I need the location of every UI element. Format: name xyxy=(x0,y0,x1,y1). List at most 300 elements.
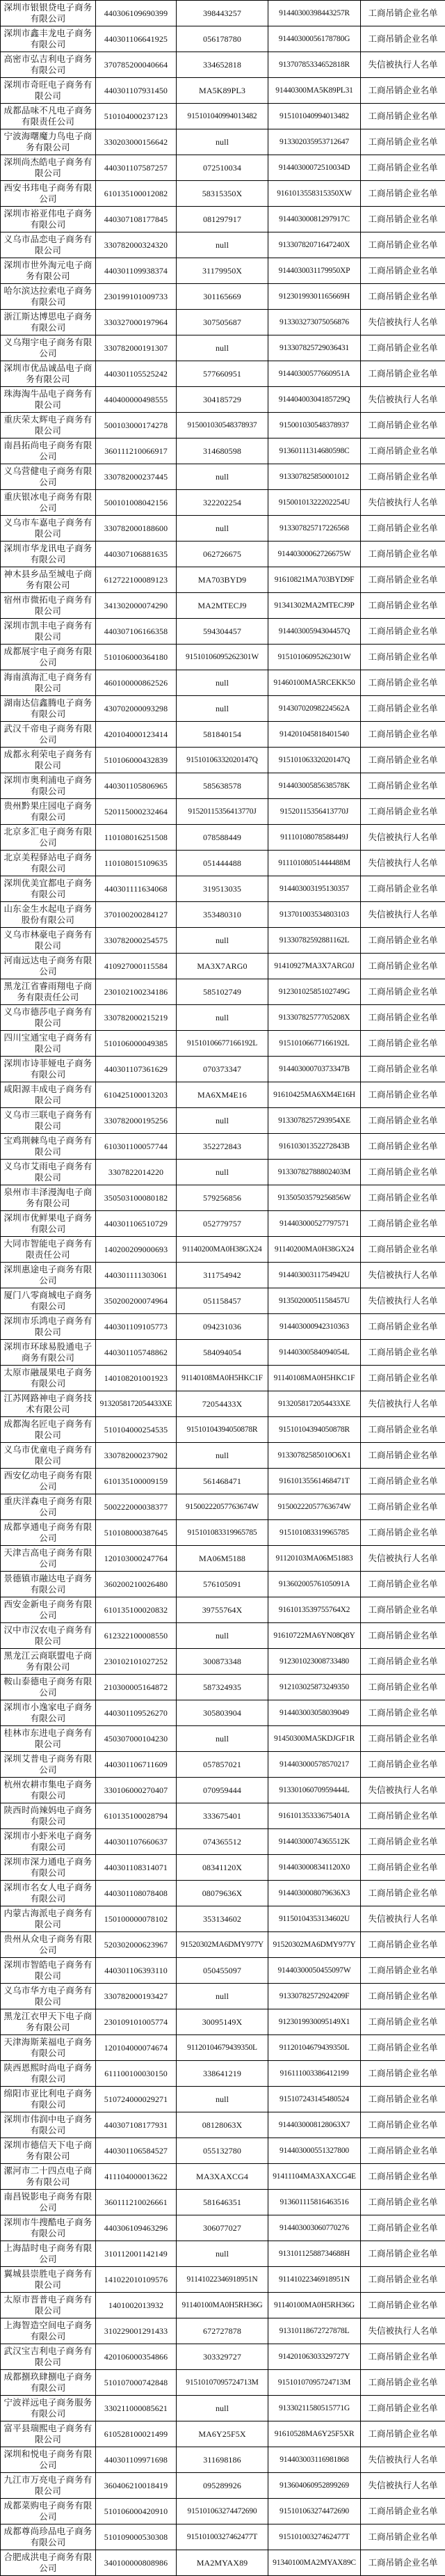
company-name-cell: 成都淘名匠电子商务有限公司 xyxy=(1,1417,96,1443)
registration-number-cell: 610301100057744 xyxy=(96,1134,177,1160)
table-row xyxy=(1,1391,445,1417)
credit-code-cell: 912103025873249350 xyxy=(268,1675,361,1700)
list-type-cell: 工商吊销企业名单 xyxy=(361,593,445,619)
credit-code-cell: 91330782572924209F xyxy=(268,1984,361,2009)
table-row xyxy=(1,2164,445,2190)
registration-number-cell: 430702000093298 xyxy=(96,696,177,722)
credit-code-cell: 9161013558315350XW xyxy=(268,181,361,207)
company-name-cell: 上海智造空间电子商务有限公司 xyxy=(1,2318,96,2344)
list-type-cell: 失信被执行人名单 xyxy=(361,1778,445,1803)
table-row xyxy=(1,1572,445,1597)
list-type-cell: 失信被执行人名单 xyxy=(361,1263,445,1288)
organization-code-cell: MA6XM4E16 xyxy=(177,1082,268,1108)
credit-code-cell: 91510106095262301W xyxy=(268,645,361,670)
table-row xyxy=(1,1237,445,1263)
organization-code-cell: 307505687 xyxy=(177,310,268,335)
credit-code-cell: 91440400304185729Q xyxy=(268,387,361,413)
registration-number-cell: 330782000215219 xyxy=(96,1005,177,1031)
organization-code-cell: 311698186 xyxy=(177,2447,268,2473)
list-type-cell: 工商吊销企业名单 xyxy=(361,2138,445,2164)
registration-number-cell: 340100000808986 xyxy=(96,2550,177,2576)
registration-number-cell: 440307106166358 xyxy=(96,619,177,645)
credit-code-cell: 91140100MA0H5RH36G xyxy=(268,2293,361,2318)
list-type-cell: 工商吊销企业名单 xyxy=(361,1855,445,1881)
table-row xyxy=(1,1520,445,1546)
credit-code-cell: 91610135561468471T xyxy=(268,1469,361,1494)
list-type-cell: 工商吊销企业名单 xyxy=(361,1726,445,1752)
table-row xyxy=(1,1417,445,1443)
organization-code-cell: 91510106677166192L xyxy=(177,1031,268,1057)
credit-code-cell: 9144030031179950XP xyxy=(268,258,361,284)
organization-code-cell: null xyxy=(177,1623,268,1649)
credit-code-cell: 91610425MA6XM4E16H xyxy=(268,1082,361,1108)
registration-number-cell: 610135100028794 xyxy=(96,1803,177,1829)
organization-code-cell: 576105091 xyxy=(177,1572,268,1597)
credit-code-cell: 91411104MA3XAXCG4E xyxy=(268,2164,361,2190)
registration-number-cell: 410927000115584 xyxy=(96,954,177,979)
list-type-cell: 失信被执行人名单 xyxy=(361,490,445,516)
company-name-cell: 泉州市丰泽漫淘电子商务有限公司 xyxy=(1,1185,96,1211)
company-name-cell: 重庆洋森电子商务有限公司 xyxy=(1,1494,96,1520)
organization-code-cell: 334652818 xyxy=(177,52,268,78)
registration-number-cell: 360406210018419 xyxy=(96,2473,177,2499)
registration-number-cell: 330327000197964 xyxy=(96,310,177,335)
organization-code-cell: null xyxy=(177,696,268,722)
table-row xyxy=(1,2087,445,2112)
company-name-cell: 深圳市华龙讯电子商务有限公司 xyxy=(1,542,96,567)
table-row xyxy=(1,2473,445,2499)
registration-number-cell: 141022010109576 xyxy=(96,2267,177,2293)
organization-code-cell: 581646351 xyxy=(177,2190,268,2215)
organization-code-cell: 561468471 xyxy=(177,1469,268,1494)
table-row xyxy=(1,1906,445,1932)
company-name-cell: 深圳市银银贷电子商务有限公司 xyxy=(1,1,96,26)
organization-code-cell: MA3XAXCG4 xyxy=(177,2164,268,2190)
organization-code-cell: 050455097 xyxy=(177,1958,268,1984)
registration-number-cell: 510108000387645 xyxy=(96,1520,177,1546)
registration-number-cell: 140108201001923 xyxy=(96,1366,177,1391)
table-row xyxy=(1,1778,445,1803)
organization-code-cell: 052779757 xyxy=(177,1211,268,1237)
organization-code-cell: MA6Y25F5X xyxy=(177,2421,268,2447)
credit-code-cell: 916111003386412199 xyxy=(268,2061,361,2087)
credit-code-cell: 915107243145480524 xyxy=(268,2087,361,2112)
registration-number-cell: 440301109971698 xyxy=(96,2447,177,2473)
list-type-cell: 工商吊销企业名单 xyxy=(361,1417,445,1443)
credit-code-cell: 91440300056178780G xyxy=(268,26,361,52)
company-name-cell: 上海喆时电子商务有限公司 xyxy=(1,2241,96,2267)
list-type-cell: 工商吊销企业名单 xyxy=(361,1005,445,1031)
table-row xyxy=(1,2061,445,2087)
list-type-cell: 工商吊销企业名单 xyxy=(361,1366,445,1391)
organization-code-cell: 078588449 xyxy=(177,825,268,851)
company-name-cell: 深圳市优品诚品电子商务有限公司 xyxy=(1,361,96,387)
list-type-cell: 工商吊销企业名单 xyxy=(361,1185,445,1211)
company-name-cell: 深圳市奇旺电子商务有限公司 xyxy=(1,78,96,104)
registration-number-cell: 500222000038377 xyxy=(96,1494,177,1520)
organization-code-cell: 915101063274472690 xyxy=(177,2499,268,2524)
organization-code-cell: MA2MTECJ9 xyxy=(177,593,268,619)
list-type-cell: 工商吊销企业名单 xyxy=(361,1443,445,1469)
registration-number-cell: 440307108177931 xyxy=(96,2112,177,2138)
company-name-cell: 陕西恩熙时尚电子商务有限公司 xyxy=(1,2061,96,2087)
company-name-cell: 成都菜购电子商务有限公司 xyxy=(1,2499,96,2524)
credit-code-cell: 91610722MA6YN08Q8Y xyxy=(268,1623,361,1649)
table-row xyxy=(1,876,445,902)
organization-code-cell: 91520115356413770J xyxy=(177,799,268,825)
table-row xyxy=(1,1546,445,1572)
organization-code-cell: 095289926 xyxy=(177,2473,268,2499)
registration-number-cell: 9132058172054433XE xyxy=(96,1391,177,1417)
list-type-cell: 工商吊销企业名单 xyxy=(361,1597,445,1623)
credit-code-cell: 913701003534803103 xyxy=(268,902,361,928)
organization-code-cell: 584094054 xyxy=(177,1340,268,1366)
list-type-cell: 工商吊销企业名单 xyxy=(361,1803,445,1829)
registration-number-cell: 440307108177845 xyxy=(96,207,177,232)
company-name-cell: 南昌拓尚电子商务有限公司 xyxy=(1,438,96,464)
credit-code-cell: 91610135333675401A xyxy=(268,1803,361,1829)
registration-number-cell: 350503100080182 xyxy=(96,1185,177,1211)
organization-code-cell: null xyxy=(177,1160,268,1185)
list-type-cell: 工商吊销企业名单 xyxy=(361,1520,445,1546)
list-type-cell: 失信被执行人名单 xyxy=(361,902,445,928)
company-name-cell: 成都享通电子商务有限公司 xyxy=(1,1520,96,1546)
registration-number-cell: 330782000237445 xyxy=(96,464,177,490)
credit-code-cell: 91110108051444488M xyxy=(268,851,361,876)
table-row xyxy=(1,1803,445,1829)
company-name-cell: 义乌市三联电子商务有限公司 xyxy=(1,1108,96,1134)
organization-code-cell: 300873348 xyxy=(177,1649,268,1675)
list-type-cell: 工商吊销企业名单 xyxy=(361,928,445,954)
table-row xyxy=(1,1443,445,1469)
organization-code-cell: 08128063X xyxy=(177,2112,268,2138)
table-row xyxy=(1,1855,445,1881)
list-type-cell: 工商吊销企业名单 xyxy=(361,2087,445,2112)
list-type-cell: 工商吊销企业名单 xyxy=(361,1314,445,1340)
registration-number-cell: 440301106711609 xyxy=(96,1752,177,1778)
table-row xyxy=(1,954,445,979)
credit-code-cell: 91440300MA5K89PL31 xyxy=(268,78,361,104)
table-row xyxy=(1,78,445,104)
company-name-cell: 高密市弘吉利电子商务有限公司 xyxy=(1,52,96,78)
company-name-cell: 西安金新电子商务有限公司 xyxy=(1,1597,96,1623)
registration-number-cell: 440301111634068 xyxy=(96,876,177,902)
list-type-cell: 工商吊销企业名单 xyxy=(361,1881,445,1906)
organization-code-cell: 057857021 xyxy=(177,1752,268,1778)
table-row xyxy=(1,542,445,567)
registration-number-cell: 440301105525242 xyxy=(96,361,177,387)
registration-number-cell: 411104000013622 xyxy=(96,2164,177,2190)
registration-number-cell: 330782000188600 xyxy=(96,516,177,542)
organization-code-cell: 306077027 xyxy=(177,2215,268,2241)
table-row xyxy=(1,773,445,799)
table-row xyxy=(1,2190,445,2215)
table-row xyxy=(1,1726,445,1752)
table-row xyxy=(1,104,445,129)
list-type-cell: 工商吊销企业名单 xyxy=(361,2550,445,2576)
company-name-cell: 浙江斯达博思电子商务有限公司 xyxy=(1,310,96,335)
table-row xyxy=(1,696,445,722)
registration-number-cell: 330782000237902 xyxy=(96,1443,177,1469)
table-row xyxy=(1,1932,445,1958)
list-type-cell: 工商吊销企业名单 xyxy=(361,1031,445,1057)
registration-number-cell: 440301108314071 xyxy=(96,1855,177,1881)
credit-code-cell: 91440300072510034D xyxy=(268,155,361,181)
registration-number-cell: 120104000074674 xyxy=(96,2035,177,2061)
organization-code-cell: 585102749 xyxy=(177,979,268,1005)
list-type-cell: 失信被执行人名单 xyxy=(361,52,445,78)
organization-code-cell: 915101083319965785 xyxy=(177,1520,268,1546)
organization-code-cell: 094231036 xyxy=(177,1314,268,1340)
registration-number-cell: 610135100012082 xyxy=(96,181,177,207)
list-type-cell: 工商吊销企业名单 xyxy=(361,129,445,155)
registration-number-cell: 440301109526270 xyxy=(96,1700,177,1726)
list-type-cell: 工商吊销企业名单 xyxy=(361,155,445,181)
company-name-cell: 深圳市诗菲娅电子商务有限公司 xyxy=(1,1057,96,1082)
list-type-cell: 工商吊销企业名单 xyxy=(361,722,445,748)
company-name-cell: 义乌翔宇电子商务有限公司 xyxy=(1,335,96,361)
credit-code-cell: 91150104353134602U xyxy=(268,1906,361,1932)
list-type-cell: 工商吊销企业名单 xyxy=(361,361,445,387)
company-name-cell: 成都捌玖肆捌电子商务有限公司 xyxy=(1,2370,96,2396)
list-type-cell: 失信被执行人名单 xyxy=(361,2447,445,2473)
credit-code-cell: 91520115356413770J xyxy=(268,799,361,825)
company-name-cell: 合肥成洪电子商务有限公司 xyxy=(1,2550,96,2576)
credit-code-cell: 9133078257293954XE xyxy=(268,1108,361,1134)
credit-code-cell: 915101040994013482 xyxy=(268,104,361,129)
organization-code-cell: null xyxy=(177,1726,268,1752)
organization-code-cell: null xyxy=(177,928,268,954)
credit-code-cell: 91330782788802403M xyxy=(268,1160,361,1185)
company-name-cell: 山东金生水起电子商务股份有限公司 xyxy=(1,902,96,928)
company-name-cell: 宁波祥远电子商务服务有限公司 xyxy=(1,2396,96,2421)
registration-number-cell: 350200200074964 xyxy=(96,1288,177,1314)
organization-code-cell: null xyxy=(177,516,268,542)
company-name-cell: 珠海淘牛品电子商务有限公司 xyxy=(1,387,96,413)
list-type-cell: 工商吊销企业名单 xyxy=(361,2293,445,2318)
credit-code-cell: 9132058172054433XE xyxy=(268,1391,361,1417)
credit-code-cell: 914403003058039049 xyxy=(268,1700,361,1726)
table-row xyxy=(1,1829,445,1855)
registration-number-cell: 612322100008550 xyxy=(96,1623,177,1649)
company-name-cell: 义乌市车嘉电子商务有限公司 xyxy=(1,516,96,542)
table-row xyxy=(1,1005,445,1031)
registration-number-cell: 110108015109635 xyxy=(96,851,177,876)
registration-number-cell: 140200209000693 xyxy=(96,1237,177,1263)
credit-code-cell: 91520302MA6DMY977Y xyxy=(268,1932,361,1958)
table-row xyxy=(1,902,445,928)
organization-code-cell: 311754942 xyxy=(177,1263,268,1288)
table-row xyxy=(1,851,445,876)
company-name-cell: 义乌市优童电子商务有限公司 xyxy=(1,1443,96,1469)
credit-code-cell: 91230102585102749G xyxy=(268,979,361,1005)
table-row xyxy=(1,207,445,232)
table-row xyxy=(1,1340,445,1366)
registration-number-cell: 440400000498555 xyxy=(96,387,177,413)
company-name-cell: 北京美程驿站电子商务有限公司 xyxy=(1,851,96,876)
credit-code-cell: 91440300074365512K xyxy=(268,1829,361,1855)
list-type-cell: 工商吊销企业名单 xyxy=(361,1984,445,2009)
registration-number-cell: 450307000104230 xyxy=(96,1726,177,1752)
credit-code-cell: 914403003116981868 xyxy=(268,2447,361,2473)
credit-code-cell: 91510106677166192L xyxy=(268,1031,361,1057)
table-row xyxy=(1,2009,445,2035)
registration-number-cell: 440301107361629 xyxy=(96,1057,177,1082)
organization-code-cell: 301165669 xyxy=(177,284,268,310)
table-row xyxy=(1,1108,445,1134)
registration-number-cell: 500101008042156 xyxy=(96,490,177,516)
list-type-cell: 工商吊销企业名单 xyxy=(361,335,445,361)
credit-code-cell: 91330211580515771G xyxy=(268,2396,361,2421)
credit-code-cell: 914403000551327800 xyxy=(268,2138,361,2164)
credit-code-cell: 91440300070373347B xyxy=(268,1057,361,1082)
company-name-cell: 成都尊尚珍品电子商务有限公司 xyxy=(1,2524,96,2550)
registration-number-cell: 210300005164872 xyxy=(96,1675,177,1700)
registration-number-cell: 510724000029271 xyxy=(96,2087,177,2112)
table-row xyxy=(1,232,445,258)
organization-code-cell: 91140200MA0H38GX24 xyxy=(177,1237,268,1263)
registration-number-cell: 440301107660637 xyxy=(96,1829,177,1855)
company-name-cell: 咸阳源丰成电子商务有限公司 xyxy=(1,1082,96,1108)
table-row xyxy=(1,2267,445,2293)
organization-code-cell: 056178780 xyxy=(177,26,268,52)
table-row xyxy=(1,335,445,361)
credit-code-cell: 91440300050455097W xyxy=(268,1958,361,1984)
table-row xyxy=(1,1263,445,1288)
list-type-cell: 工商吊销企业名单 xyxy=(361,413,445,438)
company-name-cell: 深圳尚杰皓电子商务有限公司 xyxy=(1,155,96,181)
company-name-cell: 重庆荣太辉电子商务有限公司 xyxy=(1,413,96,438)
list-type-cell: 工商吊销企业名单 xyxy=(361,567,445,593)
company-name-cell: 义乌市品恋电子商务有限公司 xyxy=(1,232,96,258)
credit-code-cell: 91500101322202254U xyxy=(268,490,361,516)
list-type-cell: 工商吊销企业名单 xyxy=(361,979,445,1005)
organization-code-cell: null xyxy=(177,2396,268,2421)
registration-number-cell: 330782000191307 xyxy=(96,335,177,361)
credit-code-cell: 91440300585638578K xyxy=(268,773,361,799)
registration-number-cell: 612722100089123 xyxy=(96,567,177,593)
list-type-cell: 工商吊销企业名单 xyxy=(361,1829,445,1855)
company-name-cell: 太原市晋普电子商务有限公司 xyxy=(1,2293,96,2318)
registration-number-cell: 1401002013932 xyxy=(96,2293,177,2318)
registration-number-cell: 520302000623967 xyxy=(96,1932,177,1958)
table-row xyxy=(1,155,445,181)
registration-number-cell: 440301111303061 xyxy=(96,1263,177,1288)
list-type-cell: 失信被执行人名单 xyxy=(361,387,445,413)
company-name-cell: 桂林市东进电子商务有限公司 xyxy=(1,1726,96,1752)
list-type-cell: 工商吊销企业名单 xyxy=(361,748,445,773)
credit-code-cell: 91610528MA6Y25F5XR xyxy=(268,2421,361,2447)
credit-code-cell: 91440300081297917C xyxy=(268,207,361,232)
company-name-cell: 武汉千帝电子商务有限公司 xyxy=(1,722,96,748)
registration-number-cell: 460100000862526 xyxy=(96,670,177,696)
table-row xyxy=(1,1494,445,1520)
company-name-cell: 成都展宇电子商务有限公司 xyxy=(1,645,96,670)
organization-code-cell: 072510034 xyxy=(177,155,268,181)
registration-number-cell: 310229001291433 xyxy=(96,2318,177,2344)
list-type-cell: 工商吊销企业名单 xyxy=(361,78,445,104)
organization-code-cell: 30095149X xyxy=(177,2009,268,2035)
table-row xyxy=(1,310,445,335)
table-row xyxy=(1,2241,445,2267)
registration-number-cell: 510106000049385 xyxy=(96,1031,177,1057)
table-row xyxy=(1,1185,445,1211)
credit-code-cell: 914403000578570217 xyxy=(268,1752,361,1778)
list-type-cell: 工商吊销企业名单 xyxy=(361,2499,445,2524)
registration-number-cell: 510106000432839 xyxy=(96,748,177,773)
list-type-cell: 工商吊销企业名单 xyxy=(361,284,445,310)
organization-code-cell: null xyxy=(177,1108,268,1134)
table-row xyxy=(1,2344,445,2370)
table-row xyxy=(1,129,445,155)
company-name-cell: 绵阳市亚比利电子商务有限公司 xyxy=(1,2087,96,2112)
company-name-cell: 富平县瑞熙电子商务有限公司 xyxy=(1,2421,96,2447)
list-type-cell: 工商吊销企业名单 xyxy=(361,1700,445,1726)
table-row xyxy=(1,2524,445,2550)
company-name-cell: 宝鸡荆棘鸟电子商务有限公司 xyxy=(1,1134,96,1160)
list-type-cell: 失信被执行人名单 xyxy=(361,2318,445,2344)
credit-code-cell: 915101083319965785 xyxy=(268,1520,361,1546)
registration-number-cell: 360111210066917 xyxy=(96,438,177,464)
list-type-cell: 工商吊销企业名单 xyxy=(361,954,445,979)
company-name-cell: 武汉宝吉利电子商务有限公司 xyxy=(1,2344,96,2370)
list-type-cell: 工商吊销企业名单 xyxy=(361,258,445,284)
registration-number-cell: 610425100013203 xyxy=(96,1082,177,1108)
company-name-cell: 景德镇市融达电子商务有限公司 xyxy=(1,1572,96,1597)
registration-number-cell: 330782000324320 xyxy=(96,232,177,258)
table-row xyxy=(1,2396,445,2421)
organization-code-cell: null xyxy=(177,2241,268,2267)
table-row xyxy=(1,1597,445,1623)
registration-number-cell: 440301106393110 xyxy=(96,1958,177,1984)
credit-code-cell: 91140200MA0H38GX24 xyxy=(268,1237,361,1263)
table-row xyxy=(1,2421,445,2447)
table-row xyxy=(1,2318,445,2344)
table-row xyxy=(1,52,445,78)
credit-code-cell: 91120103MA06M51883 xyxy=(268,1546,361,1572)
organization-code-cell: 305803904 xyxy=(177,1700,268,1726)
list-type-cell: 工商吊销企业名单 xyxy=(361,1211,445,1237)
credit-code-cell: 91500222057763674W xyxy=(268,1494,361,1520)
organization-code-cell: 353134602 xyxy=(177,1906,268,1932)
list-type-cell: 工商吊销企业名单 xyxy=(361,1649,445,1675)
credit-code-cell: 913307825729036431 xyxy=(268,335,361,361)
company-name-cell: 义乌市林豪电子商务有限公司 xyxy=(1,928,96,954)
registration-number-cell: 520115000232464 xyxy=(96,799,177,825)
table-row xyxy=(1,2550,445,2576)
organization-code-cell: 581840154 xyxy=(177,722,268,748)
company-name-cell: 内蒙古海派电子商务有限公司 xyxy=(1,1906,96,1932)
list-type-cell: 工商吊销企业名单 xyxy=(361,1752,445,1778)
company-name-cell: 深圳市裕亚伟电子商务有限公司 xyxy=(1,207,96,232)
organization-code-cell: MA2MYAX89 xyxy=(177,2550,268,2576)
credit-code-cell: 91350503579256856W xyxy=(268,1185,361,1211)
organization-code-cell: 91510106095262301W xyxy=(177,645,268,670)
credit-code-cell: 915101063274472690 xyxy=(268,2499,361,2524)
table-row xyxy=(1,1958,445,1984)
credit-code-cell: 91360111314680598C xyxy=(268,438,361,464)
organization-code-cell: 594304457 xyxy=(177,619,268,645)
company-name-cell: 成都永利荣电子商务有限公司 xyxy=(1,748,96,773)
registration-number-cell: 330203000156642 xyxy=(96,129,177,155)
company-name-cell: 深圳市小虾米电子商务有限公司 xyxy=(1,1829,96,1855)
company-name-cell: 西安亿动电子商务有限公司 xyxy=(1,1469,96,1494)
registration-number-cell: 230199101009733 xyxy=(96,284,177,310)
list-type-cell: 工商吊销企业名单 xyxy=(361,181,445,207)
table-row xyxy=(1,516,445,542)
table-row xyxy=(1,1031,445,1057)
table-row xyxy=(1,1700,445,1726)
